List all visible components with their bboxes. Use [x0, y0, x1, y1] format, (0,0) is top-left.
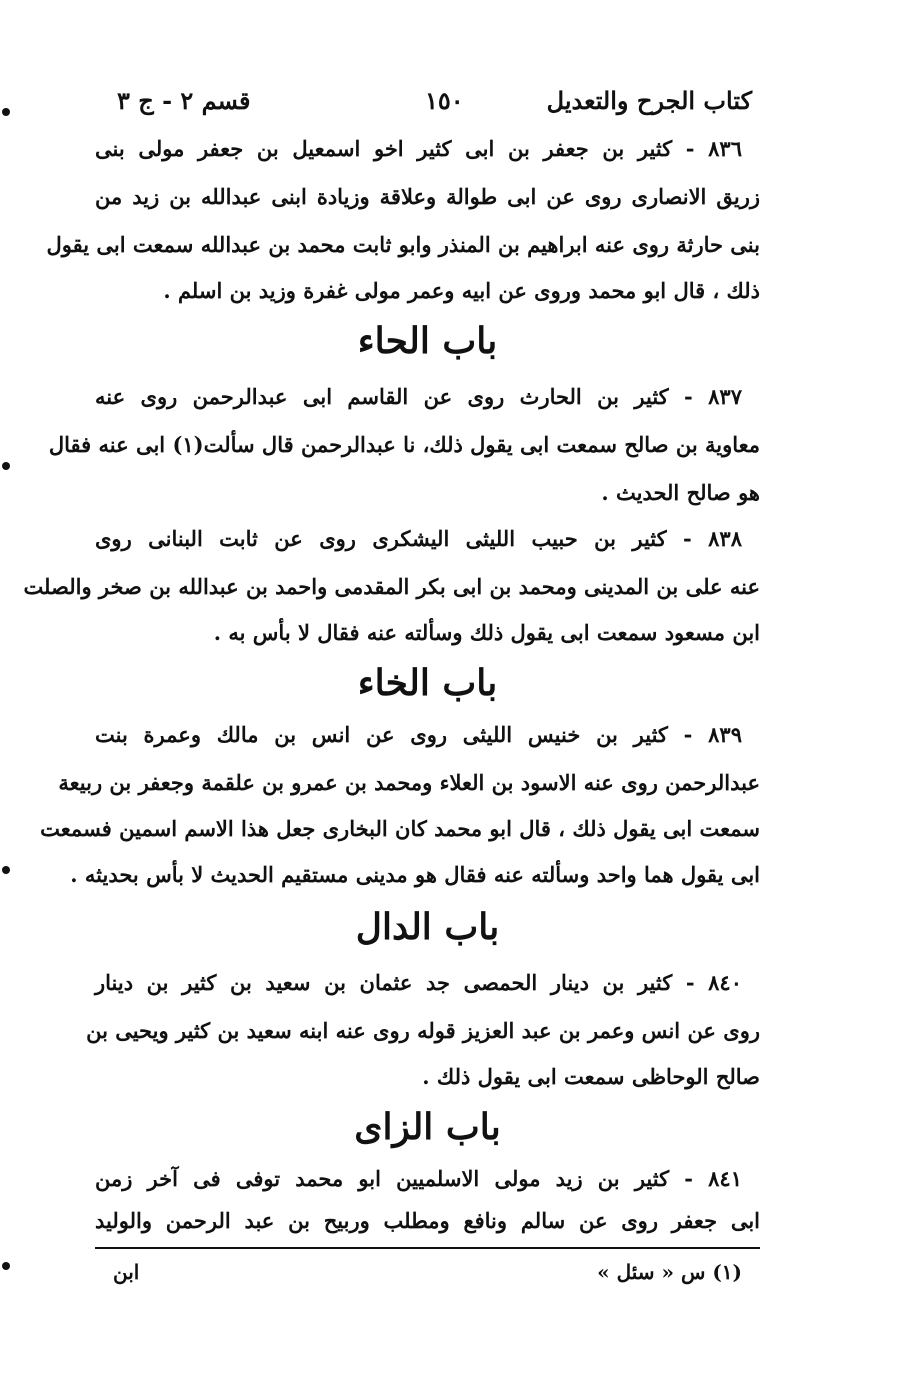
footnote-rule	[95, 1247, 760, 1249]
text-line: ٨٣٩ - كثير بن خنيس الليثى روى عن انس بن مالك وعمرة بنت	[95, 722, 742, 747]
section-heading: باب الخاء	[357, 662, 498, 704]
section-heading: باب الزاى	[354, 1106, 501, 1148]
text-line: روى عن انس وعمر بن عبد العزيز قوله روى عنه ابنه سعيد بن كثير ويحيى بن	[86, 1018, 760, 1043]
part-volume: قسم ٢ - ج ٣	[117, 86, 251, 115]
text-line: ٨٤٠ - كثير بن دينار الحمصى جد عثمان بن سعيد بن كثير بن دينار	[95, 970, 742, 995]
page-number: ١٥٠	[425, 86, 464, 115]
book-title: كتاب الجرح والتعديل	[546, 86, 752, 115]
document-page	[23, 80, 760, 1320]
margin-mark	[2, 462, 10, 470]
text-line: بنى حارثة روى عنه ابراهيم بن المنذر وابو ثابت محمد بن عبدالله سمعت ابى يقول	[46, 232, 760, 257]
text-line: ٨٤١ - كثير بن زيد مولى الاسلميين ابو محمد توفى فى آخر زمن	[95, 1166, 742, 1191]
catchword: ابن	[113, 1260, 140, 1284]
footnote: (١) س « سئل »	[597, 1260, 742, 1284]
text-line: عبدالرحمن روى عنه الاسود بن العلاء ومحمد بن عمرو بن علقمة وجعفر بن ربيعة	[58, 770, 760, 795]
text-line: ذلك ، قال ابو محمد وروى عن ابيه وعمر مولى غفرة وزيد بن اسلم .	[163, 278, 760, 303]
margin-mark	[2, 108, 10, 116]
section-heading: باب الدال	[355, 906, 500, 948]
text-line: ٨٣٦ - كثير بن جعفر بن ابى كثير اخو اسمعيل بن جعفر مولى بنى	[95, 136, 742, 161]
text-line: سمعت ابى يقول ذلك ، قال ابو محمد كان البخارى جعل هذا الاسم اسمين فسمعت	[40, 816, 760, 841]
margin-mark	[2, 1262, 10, 1270]
section-heading: باب الحاء	[357, 320, 498, 362]
text-line: هو صالح الحديث .	[601, 480, 760, 505]
text-line: صالح الوحاظى سمعت ابى يقول ذلك .	[422, 1064, 760, 1089]
text-line: زريق الانصارى روى عن ابى طوالة وعلاقة وزيادة ابنى عبدالله بن زيد من	[95, 184, 760, 209]
running-header	[95, 86, 760, 126]
text-line: ابن مسعود سمعت ابى يقول ذلك وسألته عنه فقال لا بأس به .	[213, 620, 760, 645]
text-line: معاوية بن صالح سمعت ابى يقول ذلك، نا عبدالرحمن قال سألت(١) ابى عنه فقال	[48, 432, 760, 457]
margin-mark	[2, 866, 10, 874]
text-line: ابى جعفر روى عن سالم ونافع ومطلب وربيح بن عبد الرحمن والوليد	[95, 1208, 760, 1233]
text-line: ٨٣٧ - كثير بن الحارث روى عن القاسم ابى عبدالرحمن روى عنه	[95, 384, 742, 409]
text-line: عنه على بن المدينى ومحمد بن ابى بكر المقدمى واحمد بن عبدالله بن صخر والصلت	[23, 574, 760, 599]
text-line: ٨٣٨ - كثير بن حبيب الليثى اليشكرى روى عن ثابت البنانى روى	[95, 526, 742, 551]
text-line: ابى يقول هما واحد وسألته عنه فقال هو مدينى مستقيم الحديث لا بأس بحديثه .	[70, 862, 760, 887]
